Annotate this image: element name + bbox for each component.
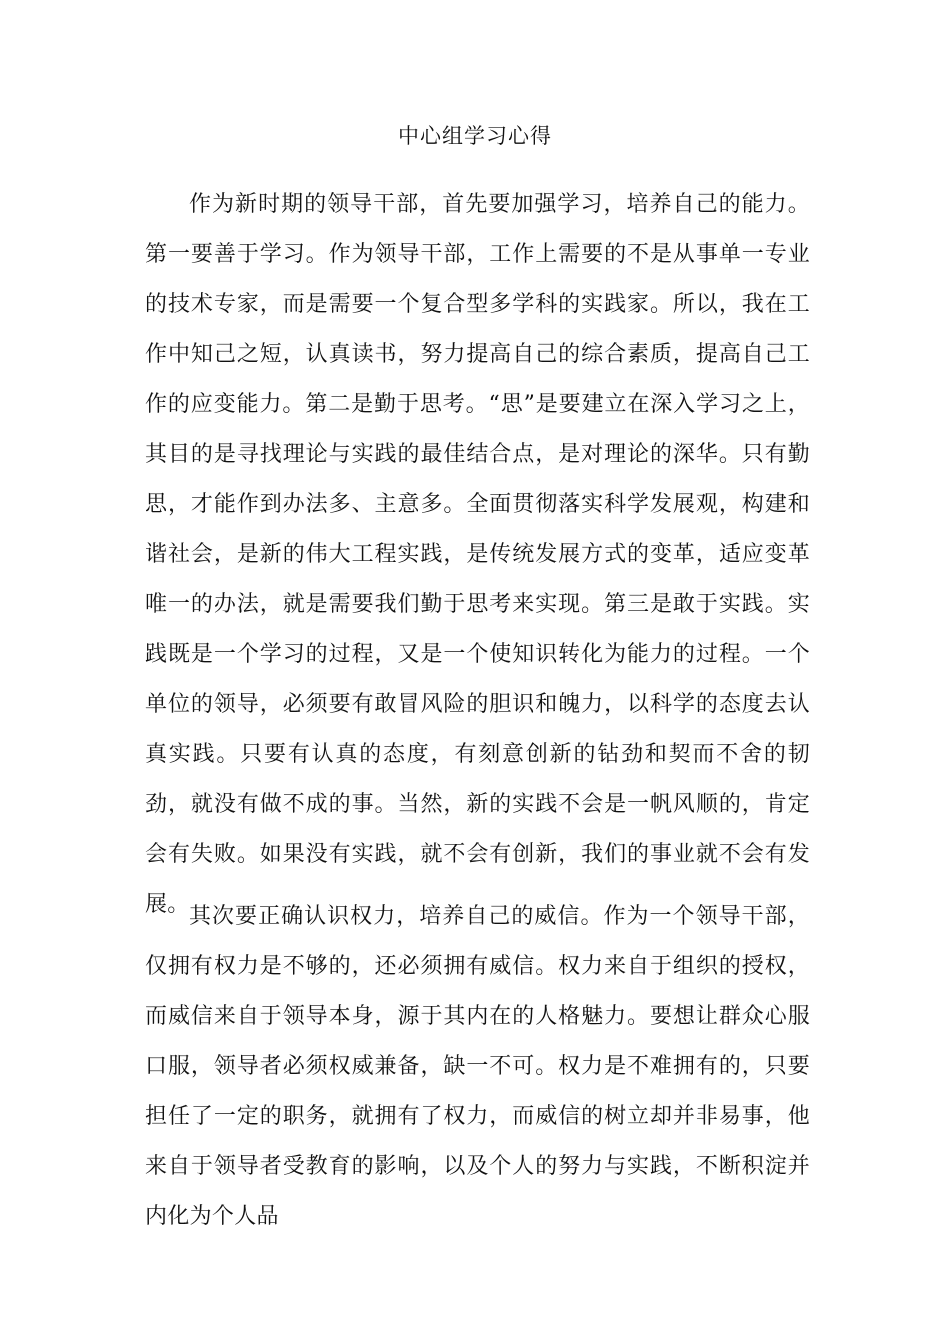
- paragraph-power-prestige: 其次要正确认识权力，培养自己的威信。作为一个领导干部，仅拥有权力是不够的，还必须拥有威信。权力来自于组织的授权，而威信来自于领导本身，源于其内在的人格魅力。要想让群众心服口服，领导者必须权威兼备，缺一不可。权力是不难拥有的，只要担任了一定的职务，就拥有了权力，而威信的树立却并非易事，他来自于领导者受教育的影响，以及个人的努力与实践，不断积淀并内化为个人品: [145, 904, 810, 1229]
- document-title: 中心组学习心得: [398, 124, 552, 148]
- paragraph-study-ability: 作为新时期的领导干部，首先要加强学习，培养自己的能力。第一要善于学习。作为领导干部，工作上需要的不是从事单一专业的技术专家，而是需要一个复合型多学科的实践家。所以，我在工作中知己之短，认真读书，努力提高自己的综合素质，提高自己工作的应变能力。第二是勤于思考。“思”是要建立在深入学习之上，其目的是寻找理论与实践的最佳结合点，是对理论的深华。只有勤思，才能作到办法多、主意多。全面贯彻落实科学发展观，构建和谐社会，是新的伟大工程实践，是传统发展方式的变革，适应变革唯一的办法，就是需要我们勤于思考来实现。第三是敢于实践。实践既是一个学习的过程，又是一个使知识转化为能力的过程。一个单位的领导，必须要有敢冒风险的胆识和魄力，以科学的态度去认真实践。只要有认真的态度，有刻意创新的钻劲和契而不舍的韧劲，就没有做不成的事。当然，新的实践不会是一帆风顺的，肯定会有失败。如果没有实践，就不会有创新，我们的事业就不会有发展。: [145, 192, 810, 917]
